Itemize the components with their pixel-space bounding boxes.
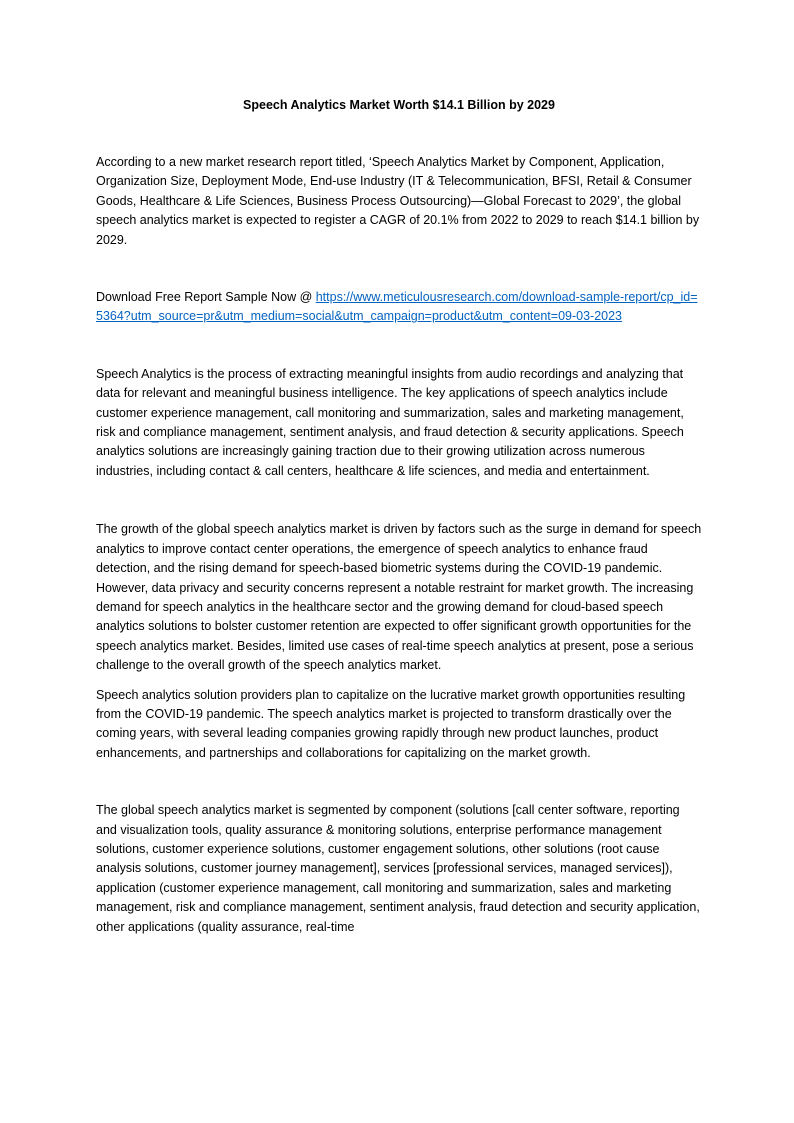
paragraph-segmentation: The global speech analytics market is segmented by component (solutions [call center software, reporting and visualization tools, quality assurance & monitoring solutions, enterprise performance management solutions, customer experience solutions, customer engagement solutions, other solutions (root cause analysis solutions, customer journey management], services [professional services, managed services]), application (customer experience management, call monitoring and summarization, sales and marketing management, risk and compliance management, sentiment analysis, fraud detection and security application, other applications (quality assurance, real-time [96, 803, 700, 934]
download-prefix: Download Free Report Sample Now @ [96, 290, 316, 305]
paragraph-growth: The growth of the global speech analytics market is driven by factors such as the surge in demand for speech analytics to improve contact center operations, the emergence of speech analytics to enhance fraud detection, and the rising demand for speech-based biometric systems during the COVID-19 pandemic. However, data privacy and security concerns represent a notable restraint for market growth. The increasing demand for speech analytics in the healthcare sector and the growing demand for cloud-based speech analytics solutions to bolster customer retention are expected to offer significant growth opportunities for the speech analytics market. Besides, limited use cases of real-time speech analytics at present, pose a serious challenge to the overall growth of the speech analytics market. [96, 522, 702, 673]
paragraph-intro: According to a new market research report titled, ‘Speech Analytics Market by Component, Application, Organization Size, Deployment Mode, End-use Industry (IT & Telecommunication, BFSI, Retail & Consumer Goods, Healthcare & Life Sciences, Business Process Outsourcing)—Global Forecast to 2029’, the global speech analytics market is expected to register a CAGR of 20.1% from 2022 to 2029 to reach $14.1 billion by 2029. [96, 155, 700, 247]
paragraph-providers: Speech analytics solution providers plan to capitalize on the lucrative market growth opportunities resulting from the COVID-19 pandemic. The speech analytics market is projected to transform drastically over the coming years, with several leading companies growing rapidly through new product launches, product enhancements, and partnerships and collaborations for capitalizing on the market growth. [96, 687, 686, 760]
document-page [96, 96, 702, 937]
download-sample-link[interactable]: https://www.meticulousresearch.com/download-sample-report/cp_id=5364?utm_source=pr&utm_medium=social&utm_campaign=product&utm_content=09-03-2023 [96, 290, 698, 324]
page-title: Speech Analytics Market Worth $14.1 Billion by 2029 [243, 98, 555, 112]
download-paragraph [96, 288, 702, 327]
paragraph-definition: Speech Analytics is the process of extracting meaningful insights from audio recordings and analyzing that data for relevant and meaningful business intelligence. The key applications of speech analytics include customer experience management, call monitoring and summarization, sales and marketing management, risk and compliance management, sentiment analysis, and fraud detection & security applications. Speech analytics solutions are increasingly gaining traction due to their growing utilization across numerous industries, including contact & call centers, healthcare & life sciences, and media and entertainment. [96, 366, 684, 478]
